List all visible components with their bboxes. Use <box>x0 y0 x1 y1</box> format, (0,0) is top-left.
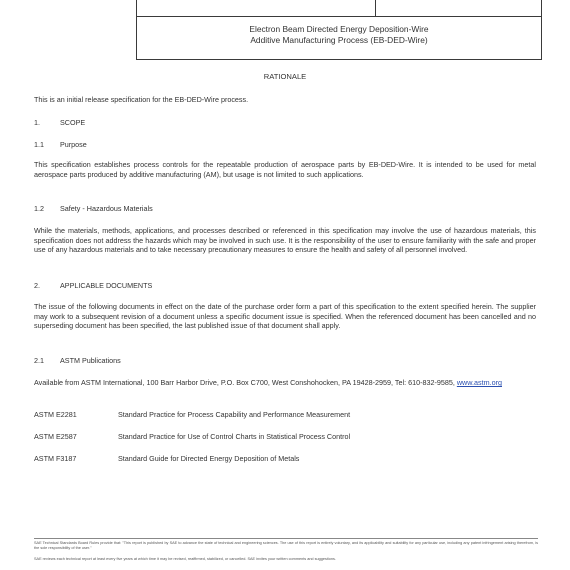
reference-title: Standard Practice for Use of Control Charts in Statistical Process Control <box>118 432 351 441</box>
section-number: 1.1 <box>34 140 44 149</box>
section-title: SCOPE <box>60 118 86 127</box>
section-safety-heading <box>34 204 153 213</box>
section-astm-heading <box>34 356 121 365</box>
section-number: 2. <box>34 281 40 290</box>
section-title: Purpose <box>60 140 87 149</box>
section-title: APPLICABLE DOCUMENTS <box>60 281 153 290</box>
astm-availability-text: Available from ASTM International, 100 Barr Harbor Drive, P.O. Box C700, West Conshohocken, PA 19428-2959, Tel: 610-832-9585, <box>34 378 455 387</box>
document-title <box>137 24 541 46</box>
section-title: Safety - Hazardous Materials <box>60 204 153 213</box>
reference-row <box>34 432 350 441</box>
section-number: 1.2 <box>34 204 44 213</box>
section-title: ASTM Publications <box>60 356 121 365</box>
safety-text: While the materials, methods, applications, and processes described or referenced in this specification may involve the use of hazardous materials, this specification does not address the hazards which may be involved in such use. It is the responsibility of the user to ensure familiarity with the safe and proper use of any hazardous materials and to take necessary precautionary measures to ensure the health and safety of all personnel involved. <box>34 226 536 255</box>
astm-website-link[interactable]: www.astm.org <box>456 378 502 387</box>
rationale-text: This is an initial release specification for the EB-DED-Wire process. <box>34 95 249 104</box>
reference-row <box>34 410 350 419</box>
title-block <box>136 0 542 60</box>
section-number: 1. <box>34 118 40 127</box>
applicable-text: The issue of the following documents in effect on the date of the purchase order form a part of this specification to the extent specified herein. The supplier may work to a subsequent revision of a document unless a specific document issue is specified. When the referenced document has been cancelled and no superseding document has been specified, the last published issue of that document shall apply. <box>34 302 536 331</box>
reference-row <box>34 454 299 463</box>
reference-code: ASTM E2587 <box>34 432 77 441</box>
astm-availability <box>34 378 536 388</box>
footer-note-2: SAE reviews each technical report at least every five years at which time it may be revised, reaffirmed, stabilized, or cancelled. SAE invites your written comments and suggestions. <box>34 557 336 561</box>
section-applicable-heading <box>34 281 152 290</box>
reference-code: ASTM E2281 <box>34 410 77 419</box>
title-block-top-row <box>137 0 541 17</box>
footer-divider <box>34 538 538 539</box>
footer-note-1: SAE Technical Standards Board Rules provide that: "This report is published by SAE to advance the state of technical and engineering sciences. The use of this report is entirely voluntary, and its applicability and suitability for any particular use, including any patent infringement arising therefrom, is the sole responsibility of the user." <box>34 541 538 550</box>
document-title-line-1: Electron Beam Directed Energy Deposition-Wire <box>249 24 429 34</box>
reference-title: Standard Practice for Process Capability and Performance Measurement <box>118 410 351 419</box>
section-purpose-heading <box>34 140 87 149</box>
section-number: 2.1 <box>34 356 44 365</box>
purpose-text: This specification establishes process controls for the repeatable production of aerospace parts by EB-DED-Wire. It is intended to be used for metal aerospace parts produced by additive manufacturing (AM), but usage is not limited to such applications. <box>34 160 536 179</box>
section-scope-heading <box>34 118 85 127</box>
document-title-line-2: Additive Manufacturing Process (EB-DED-Wire) <box>250 35 428 45</box>
title-block-divider <box>375 0 376 17</box>
reference-code: ASTM F3187 <box>34 454 77 463</box>
reference-title: Standard Guide for Directed Energy Deposition of Metals <box>118 454 300 463</box>
rationale-heading: RATIONALE <box>263 72 307 81</box>
